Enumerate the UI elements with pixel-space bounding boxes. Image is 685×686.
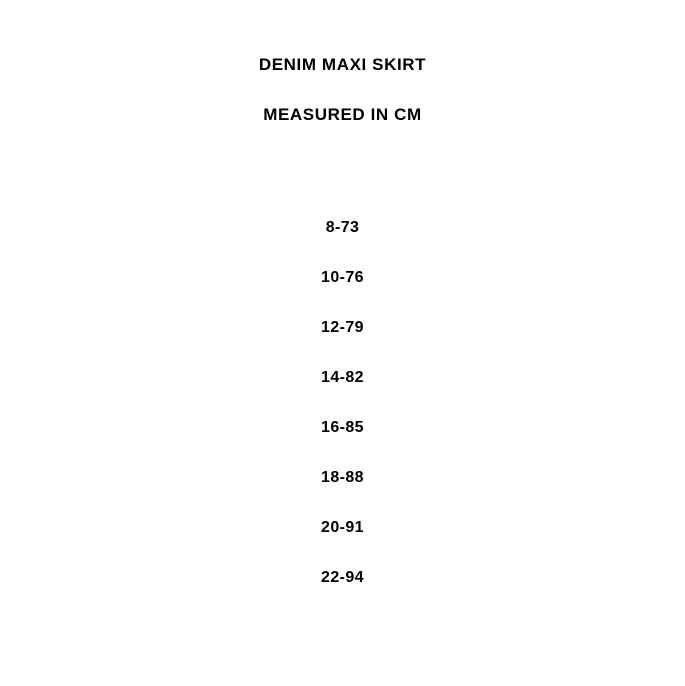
- list-item: 18-88: [321, 469, 364, 486]
- list-item: 14-82: [321, 369, 364, 386]
- size-measurement-list: [0, 203, 685, 603]
- list-item: 22-94: [321, 569, 364, 586]
- list-item: 10-76: [321, 269, 364, 286]
- list-item: 16-85: [321, 419, 364, 436]
- list-item: 20-91: [321, 519, 364, 536]
- heading-block: [0, 52, 685, 128]
- list-item: 8-73: [325, 219, 360, 236]
- list-item: 12-79: [321, 319, 364, 336]
- page-title: DENIM MAXI SKIRT: [258, 55, 427, 74]
- page-subtitle: MEASURED IN CM: [263, 105, 422, 124]
